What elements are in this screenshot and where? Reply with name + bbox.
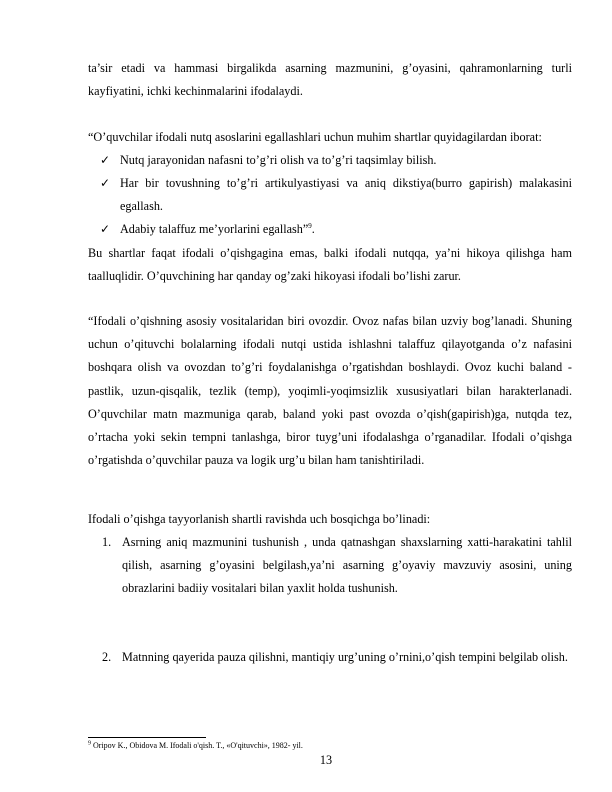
check-list-item: ✓ Adabiy talaffuz me’yorlarini egallash”$^9$. xyxy=(100,218,572,241)
page-number: 13 xyxy=(319,753,333,767)
check-list-item xyxy=(100,172,572,218)
check-list-item xyxy=(100,149,572,172)
footnote-text: Oripov K., Obidova M. Ifodali o'qish. T., «O'qituvchi», 1982- yil. xyxy=(93,741,303,750)
checkmark-icon: ✓ xyxy=(100,222,111,236)
paragraph-conditions-lead: “O’quvchilar ifodali nutq asoslarini egallashlari uchun muhim shartlar quyidagilardan iborat: xyxy=(88,130,542,144)
footnote xyxy=(88,741,303,751)
list-number: 2. xyxy=(102,650,112,664)
check-item-text: Har bir tovushning to’g’ri artikulyastiyasi va aniq dikstiya(burro gapirish) malakasini egallash. xyxy=(120,176,572,214)
numbered-list-item xyxy=(102,646,572,669)
list-item-text: Asrning aniq mazmunini tushunish , unda qatnashgan shaxslarning xatti-harakatini tahlil qilish, asarning g’oyasini belgilash,ya’ni asarning g’oyaviy mavzuviy asosini, uning obrazlarini badiiy vositalari bilan yaxlit holda tushunish. xyxy=(122,535,572,596)
paragraph-stages-lead: Ifodali o’qishga tayyorlanish shartli ravishda uch bosqichga bo’linadi: xyxy=(88,512,431,526)
footnote-separator xyxy=(88,737,206,738)
footnote-reference: 9 xyxy=(308,221,312,230)
checkmark-icon: ✓ xyxy=(100,153,111,167)
paragraph-intro: ta’sir etadi va hammasi birgalikda asarning mazmunini, g’oyasini, qahramonlarning turli kayfiyatini, ichki kechinmalarini ifodalaydi. xyxy=(88,61,572,99)
list-number: 1. xyxy=(102,535,112,549)
checkmark-icon: ✓ xyxy=(100,176,111,190)
footnote-number: 9 xyxy=(88,740,91,747)
numbered-list-item xyxy=(102,531,572,601)
paragraph-voice: “Ifodali o’qishning asosiy vositalaridan biri ovozdir. Ovoz nafas bilan uzviy bog’lanadi. Shuning uchun o’qituvchi bolalarning ifodali nutqi ustida ishlashni talaffuz qilayotganda o’z nafasini boshqara olish va ovozdan to’g’ri foydalanishga o’rgatishdan boshlaydi. Ovoz kuchi baland -pastlik, uzun-qisqalik, tezlik (temp), yoqimli-yoqimsizlik xususiyatlari bilan harakterlanadi. O’quvchilar matn mazmuniga qarab, baland yoki past ovozda o’qish(gapirish)ga, nutqda tez, o’rtacha yoki sekin tempni tanlashga, biror tuyg’uni ifodalashga o’rganadilar. Ifodali o’qishga o’rgatishda o’quvchilar pauza va logik urg’u bilan ham tanishtiriladi. xyxy=(88,314,572,468)
check-item-text: Nutq jarayonidan nafasni to’g’ri olish va to’g’ri taqsimlay bilish. xyxy=(120,153,437,167)
paragraph-conditions-scope: Bu shartlar faqat ifodali o’qishgagina emas, balki ifodali nutqqa, ya’ni hikoya qilishga ham taalluqlidir. O’quvchining har qanday og’zaki hikoyasi ifodali bo’lishi zarur. xyxy=(88,246,572,284)
list-item-text: Matnning qayerida pauza qilishni, mantiqiy urg’uning o’rnini,o’qish tempini belgilab olish. xyxy=(122,650,568,664)
check-item-text: Adabiy talaffuz me’yorlarini egallash” xyxy=(120,222,309,236)
